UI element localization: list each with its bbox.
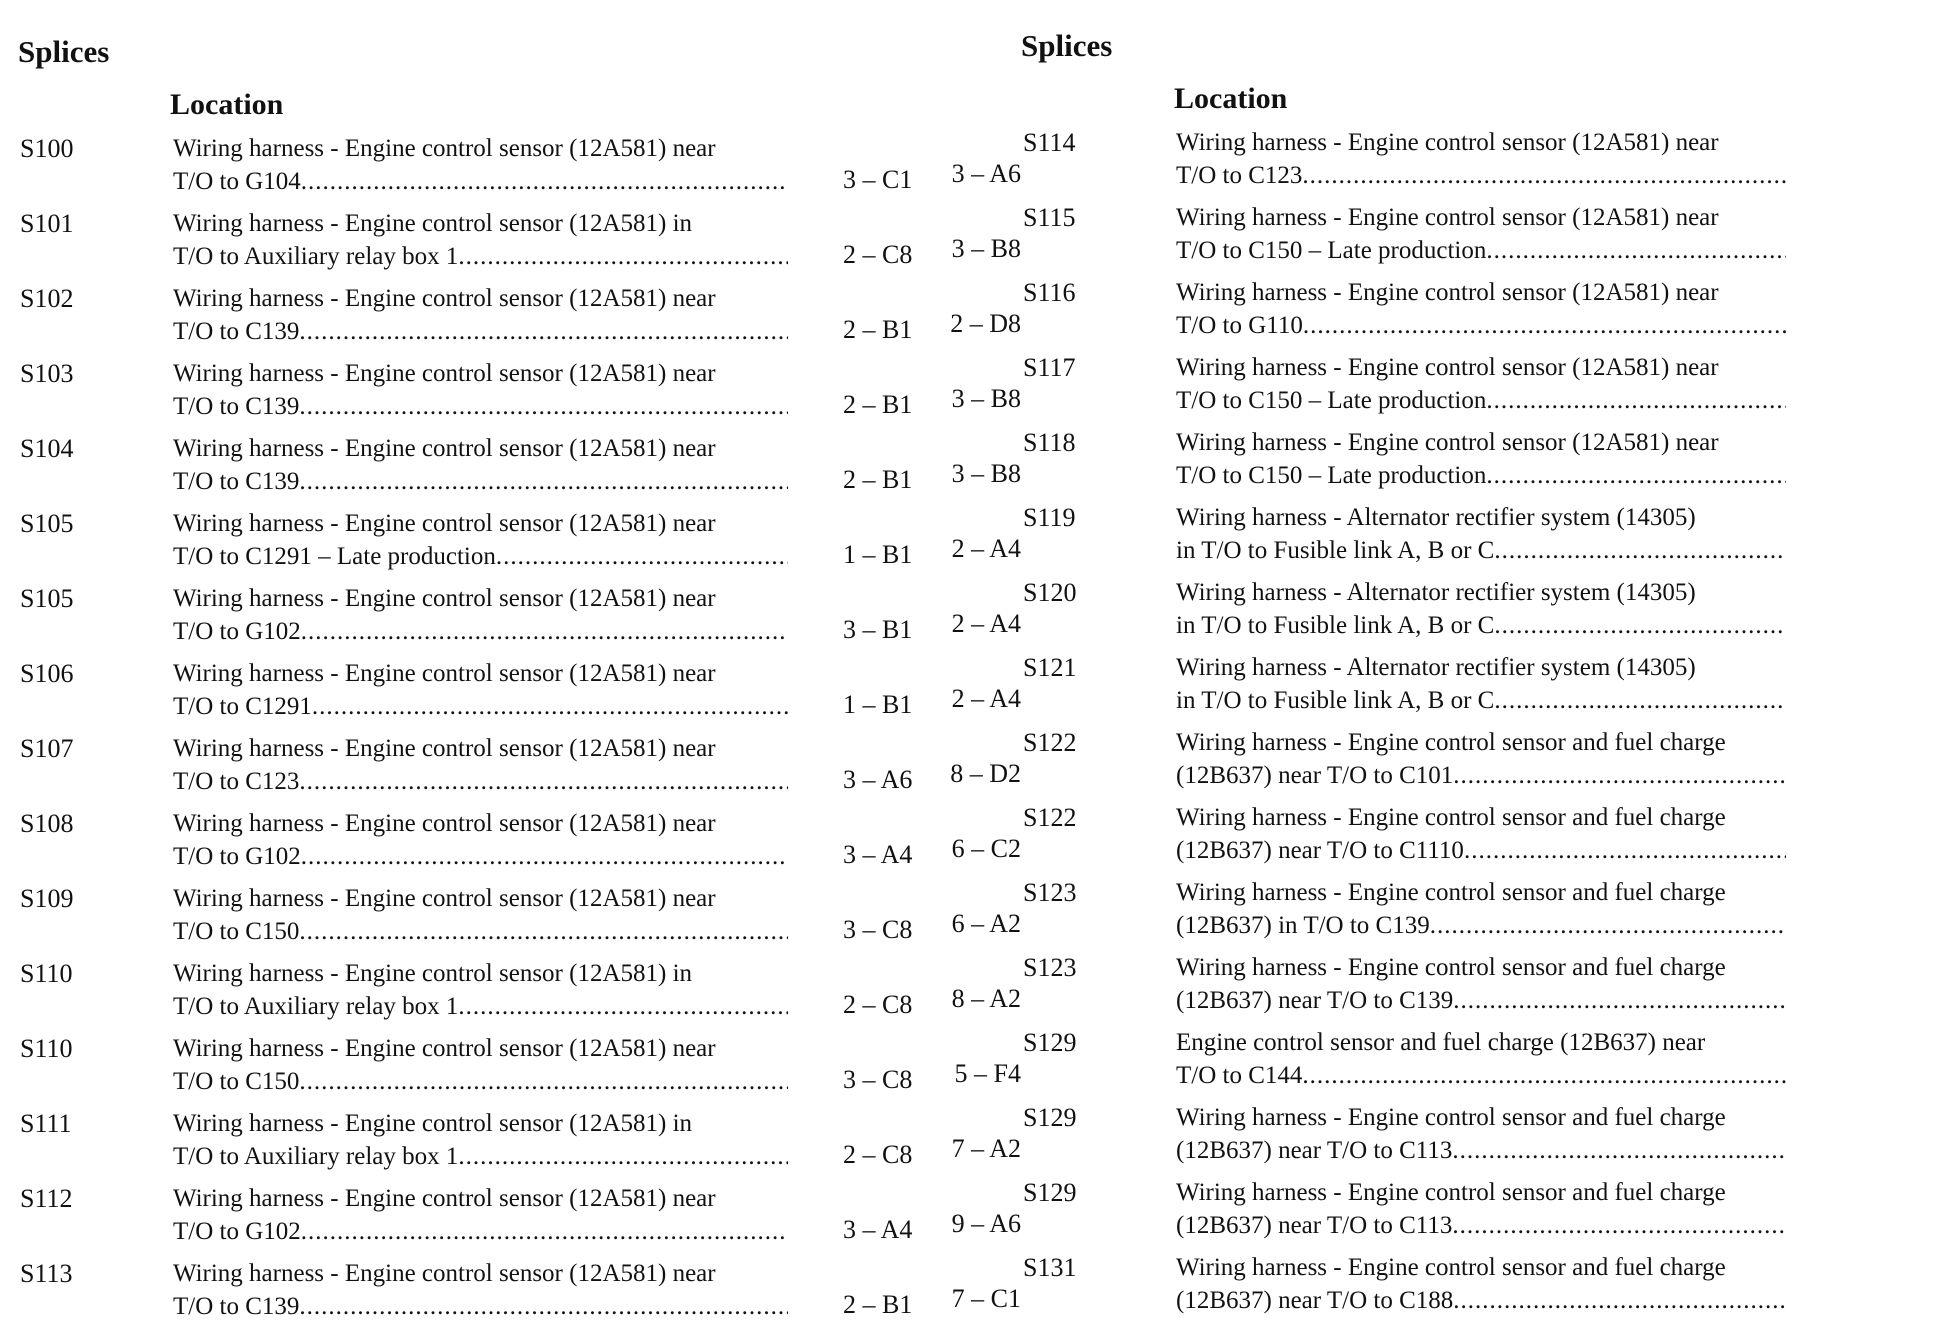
splice-location [173,207,788,273]
splice-location [1176,201,1786,267]
dot-leader [299,390,788,423]
splice-location [1176,426,1786,492]
splice-id: S104 [20,434,74,463]
splice-id: S103 [20,359,74,388]
splice-id: S129 [1023,1178,1077,1207]
splice-id: S129 [1023,1028,1077,1057]
splice-id: S122 [1023,728,1077,757]
dot-leader [1453,759,1786,792]
location-line-2-text: in T/O to Fusible link A, B or C [1176,537,1495,564]
grid-reference: 2 – A4 [951,534,1021,563]
dot-leader [299,1065,788,1098]
splice-id: S123 [1023,953,1077,982]
grid-reference: 9 – A6 [951,1209,1021,1238]
location-line-1: Wiring harness - Engine control sensor (12A581) near [173,810,716,837]
location-line-2-text: T/O to Auxiliary relay box 1 [173,243,459,270]
location-line-2-text: T/O to C123 [1176,162,1303,189]
grid-reference: 2 – B1 [843,390,913,419]
location-line-1: Wiring harness - Engine control sensor (12A581) near [173,435,716,462]
location-line-2 [1176,534,1786,567]
splice-id: S106 [20,659,74,688]
location-line-2 [173,165,788,198]
splice-location [173,657,788,723]
location-line-1: Wiring harness - Engine control sensor and fuel charge [1176,804,1726,831]
location-line-2 [173,690,788,723]
location-line-1: Wiring harness - Alternator rectifier system (14305) [1176,504,1696,531]
splice-id: S101 [20,209,74,238]
location-line-1: Wiring harness - Engine control sensor and fuel charge [1176,729,1726,756]
splice-location [173,1107,788,1173]
splice-location [1176,651,1786,717]
location-line-1: Wiring harness - Engine control sensor (12A581) near [173,885,716,912]
splice-location [1176,801,1786,867]
splice-id: S108 [20,809,74,838]
location-line-2-text: T/O to C144 [1176,1062,1303,1089]
splice-location [173,507,788,573]
dot-leader [1494,534,1786,567]
splice-id: S110 [20,1034,73,1063]
dot-leader [1464,834,1786,867]
location-line-2 [1176,309,1786,342]
location-line-1: Engine control sensor and fuel charge (12B637) near [1176,1029,1706,1056]
location-line-1: Wiring harness - Engine control sensor and fuel charge [1176,879,1726,906]
splice-location [173,582,788,648]
splice-id: S110 [20,959,73,988]
location-line-2-text: (12B637) near T/O to C188 [1176,1287,1454,1314]
dot-leader [458,240,788,273]
dot-leader [1453,984,1786,1017]
splice-location [1176,1176,1786,1242]
splice-location [173,1257,788,1323]
location-line-2 [1176,1059,1786,1092]
splice-location [1176,576,1786,642]
splice-location [1176,876,1786,942]
location-line-2 [173,240,788,273]
splice-location [173,1182,788,1248]
grid-reference: 3 – B1 [843,615,913,644]
splice-location [1176,726,1786,792]
splice-location [173,132,788,198]
location-line-2 [173,1290,788,1323]
location-line-2-text: T/O to Auxiliary relay box 1 [173,1143,459,1170]
location-line-2-text: (12B637) near T/O to C1110 [1176,837,1464,864]
dot-leader [299,915,788,948]
location-line-1: Wiring harness - Alternator rectifier system (14305) [1176,654,1696,681]
location-line-2 [1176,459,1786,492]
location-line-1: Wiring harness - Engine control sensor and fuel charge [1176,1179,1726,1206]
location-line-1: Wiring harness - Engine control sensor (12A581) near [173,285,716,312]
location-line-2 [1176,834,1786,867]
splice-id: S105 [20,584,74,613]
splice-location [173,432,788,498]
location-line-2-text: in T/O to Fusible link A, B or C [1176,687,1495,714]
splice-location [173,282,788,348]
location-line-2 [173,540,788,573]
location-line-2-text: (12B637) near T/O to C101 [1176,762,1454,789]
location-line-2-text: T/O to C123 [173,768,300,795]
section-heading: Splices [1021,28,1113,63]
splice-id: S116 [1023,278,1076,307]
location-line-1: Wiring harness - Engine control sensor (12A581) near [1176,204,1719,231]
grid-reference: 3 – A4 [843,840,913,869]
splice-id: S121 [1023,653,1077,682]
location-line-2 [1176,609,1786,642]
splice-id: S105 [20,509,74,538]
location-line-1: Wiring harness - Engine control sensor and fuel charge [1176,1104,1726,1131]
grid-reference: 3 – C8 [843,915,913,944]
location-line-2-text: T/O to C1291 [173,693,312,720]
location-line-1: Wiring harness - Engine control sensor (12A581) near [173,1185,716,1212]
grid-reference: 2 – B1 [843,1290,913,1319]
location-line-2 [1176,159,1786,192]
grid-reference: 1 – B1 [843,540,913,569]
grid-reference: 2 – A4 [951,609,1021,638]
location-line-1: Wiring harness - Engine control sensor (12A581) in [173,210,693,237]
location-line-1: Wiring harness - Engine control sensor and fuel charge [1176,1254,1726,1281]
location-line-2 [1176,759,1786,792]
grid-reference: 3 – B8 [951,459,1021,488]
dot-leader [1453,1284,1786,1317]
splice-location [1176,1101,1786,1167]
grid-reference: 2 – B1 [843,315,913,344]
grid-reference: 5 – F4 [954,1059,1021,1088]
location-line-2 [173,765,788,798]
splice-id: S111 [20,1109,72,1138]
grid-reference: 2 – C8 [843,1140,913,1169]
location-line-2 [173,615,788,648]
grid-reference: 2 – C8 [843,990,913,1019]
splice-location [173,732,788,798]
location-line-2-text: T/O to C150 – Late production [1176,387,1487,414]
location-line-2 [173,1215,788,1248]
splice-id: S109 [20,884,74,913]
dot-leader [1494,684,1786,717]
location-line-2 [173,1140,788,1173]
grid-reference: 2 – D8 [950,309,1021,338]
location-line-2-text: T/O to C150 – Late production [1176,462,1487,489]
grid-reference: 3 – C1 [843,165,913,194]
location-line-2 [1176,684,1786,717]
location-line-1: Wiring harness - Engine control sensor (12A581) near [1176,129,1719,156]
location-line-2-text: T/O to C139 [173,468,300,495]
grid-reference: 3 – B8 [951,384,1021,413]
splice-id: S120 [1023,578,1077,607]
location-line-2-text: T/O to C139 [173,393,300,420]
splice-id: S123 [1023,878,1077,907]
location-line-1: Wiring harness - Engine control sensor (12A581) in [173,1110,693,1137]
splice-id: S114 [1023,128,1076,157]
location-line-2-text: T/O to C1291 – Late production [173,543,496,570]
splice-location [173,957,788,1023]
grid-reference: 3 – A6 [843,765,913,794]
splice-id: S102 [20,284,74,313]
splice-location [173,1032,788,1098]
splice-location [1176,276,1786,342]
dot-leader [1486,384,1786,417]
location-line-2 [173,465,788,498]
location-line-1: Wiring harness - Engine control sensor (12A581) near [173,135,716,162]
dot-leader [299,1290,788,1323]
location-line-2 [1176,1134,1786,1167]
dot-leader [1430,909,1786,942]
location-line-1: Wiring harness - Engine control sensor (12A581) near [173,585,716,612]
splice-id: S122 [1023,803,1077,832]
grid-reference: 3 – A6 [951,159,1021,188]
location-line-1: Wiring harness - Engine control sensor (12A581) near [173,360,716,387]
location-line-2-text: T/O to C139 [173,1293,300,1320]
dot-leader [458,990,788,1023]
splice-location [173,357,788,423]
grid-reference: 1 – B1 [843,690,913,719]
location-line-2-text: T/O to G104 [173,168,301,195]
location-line-2 [173,315,788,348]
splice-id: S115 [1023,203,1076,232]
splice-location [1176,351,1786,417]
grid-reference: 8 – A2 [951,984,1021,1013]
dot-leader [1494,609,1786,642]
splice-location [173,807,788,873]
dot-leader [299,765,788,798]
location-line-1: Wiring harness - Engine control sensor (12A581) near [1176,354,1719,381]
dot-leader [299,465,788,498]
splice-location [1176,501,1786,567]
location-line-2-text: T/O to G110 [1176,312,1303,339]
location-line-2-text: T/O to C139 [173,318,300,345]
location-line-1: Wiring harness - Engine control sensor (12A581) near [173,510,716,537]
dot-leader [301,165,788,198]
location-line-2 [173,990,788,1023]
dot-leader [301,840,788,873]
splice-id: S112 [20,1184,73,1213]
location-line-2-text: T/O to C150 [173,1068,300,1095]
grid-reference: 3 – A4 [843,1215,913,1244]
location-line-2 [173,915,788,948]
location-column-header: Location [1174,82,1288,115]
dot-leader [299,315,788,348]
splice-id: S119 [1023,503,1076,532]
dot-leader [458,1140,788,1173]
splice-id: S118 [1023,428,1076,457]
dot-leader [1303,309,1786,342]
location-line-2 [1176,1209,1786,1242]
splice-location [173,882,788,948]
dot-leader [301,1215,788,1248]
location-line-2 [1176,234,1786,267]
splice-id: S113 [20,1259,73,1288]
grid-reference: 7 – C1 [951,1284,1021,1313]
location-line-1: Wiring harness - Engine control sensor (12A581) in [173,960,693,987]
splice-id: S129 [1023,1103,1077,1132]
grid-reference: 2 – A4 [951,684,1021,713]
location-line-1: Wiring harness - Engine control sensor (12A581) near [1176,279,1719,306]
location-line-2 [1176,984,1786,1017]
grid-reference: 8 – D2 [950,759,1021,788]
grid-reference: 2 – C8 [843,240,913,269]
location-line-2 [173,840,788,873]
grid-reference: 6 – A2 [951,909,1021,938]
location-line-2-text: T/O to Auxiliary relay box 1 [173,993,459,1020]
location-line-2 [173,390,788,423]
section-heading: Splices [18,34,110,69]
location-line-2-text: (12B637) near T/O to C113 [1176,1212,1453,1239]
location-line-1: Wiring harness - Engine control sensor and fuel charge [1176,954,1726,981]
location-line-2-text: T/O to G102 [173,1218,301,1245]
dot-leader [1486,459,1786,492]
splice-location [1176,1251,1786,1317]
location-line-2-text: in T/O to Fusible link A, B or C [1176,612,1495,639]
splice-location [1176,951,1786,1017]
dot-leader [1302,159,1786,192]
splice-location [1176,126,1786,192]
grid-reference: 3 – B8 [951,234,1021,263]
location-column-header: Location [170,88,284,121]
dot-leader [496,540,788,573]
splice-id: S107 [20,734,74,763]
location-line-2-text: (12B637) in T/O to C139 [1176,912,1430,939]
splice-location [1176,1026,1786,1092]
location-line-2 [173,1065,788,1098]
dot-leader [1452,1134,1786,1167]
splice-id: S100 [20,134,74,163]
grid-reference: 6 – C2 [951,834,1021,863]
dot-leader [1302,1059,1786,1092]
location-line-2-text: (12B637) near T/O to C139 [1176,987,1454,1014]
dot-leader [312,690,788,723]
location-line-2-text: (12B637) near T/O to C113 [1176,1137,1453,1164]
grid-reference: 7 – A2 [951,1134,1021,1163]
location-line-1: Wiring harness - Engine control sensor (12A581) near [173,1260,716,1287]
grid-reference: 2 – B1 [843,465,913,494]
location-line-2 [1176,909,1786,942]
grid-reference: 3 – C8 [843,1065,913,1094]
location-line-1: Wiring harness - Alternator rectifier system (14305) [1176,579,1696,606]
dot-leader [1486,234,1786,267]
location-line-2 [1176,384,1786,417]
splice-id: S131 [1023,1253,1077,1282]
location-line-2-text: T/O to G102 [173,843,301,870]
location-line-2-text: T/O to G102 [173,618,301,645]
dot-leader [1452,1209,1786,1242]
location-line-1: Wiring harness - Engine control sensor (12A581) near [173,660,716,687]
location-line-2-text: T/O to C150 [173,918,300,945]
location-line-1: Wiring harness - Engine control sensor (12A581) near [173,735,716,762]
splice-id: S117 [1023,353,1076,382]
location-line-2-text: T/O to C150 – Late production [1176,237,1487,264]
dot-leader [301,615,788,648]
location-line-2 [1176,1284,1786,1317]
location-line-1: Wiring harness - Engine control sensor (12A581) near [173,1035,716,1062]
location-line-1: Wiring harness - Engine control sensor (12A581) near [1176,429,1719,456]
